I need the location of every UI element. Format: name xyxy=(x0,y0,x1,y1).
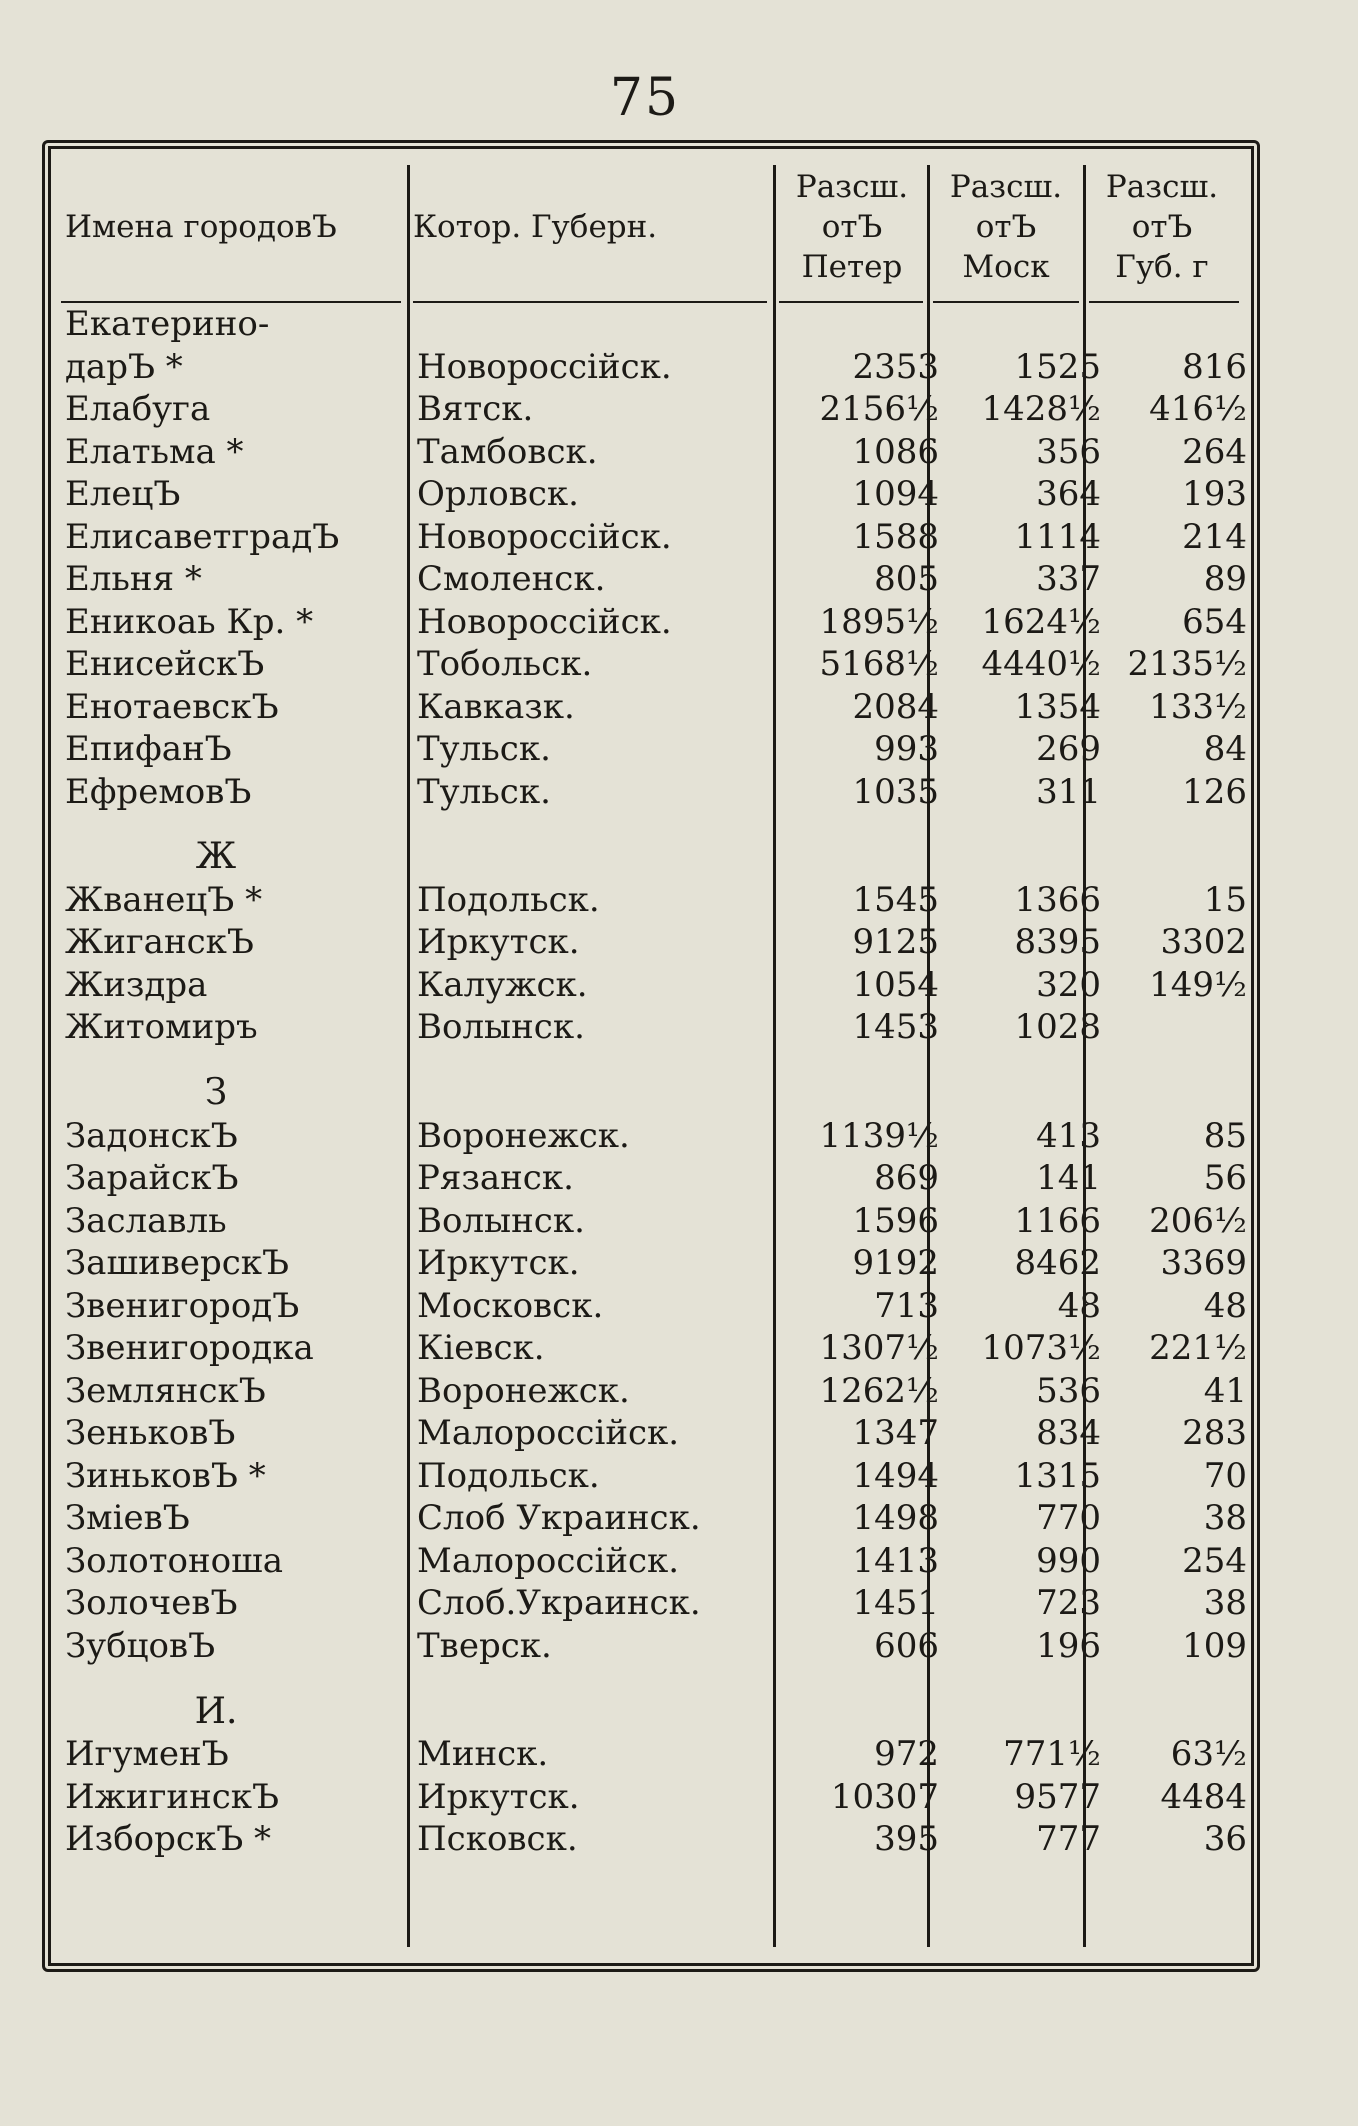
city-name: Елатьма * xyxy=(65,431,244,472)
header-line: отЪ xyxy=(975,209,1037,245)
distance-from-moscow: 1028 xyxy=(1014,1007,1101,1048)
city-name: ЗемлянскЪ xyxy=(65,1370,266,1411)
distance-from-moscow: 1114 xyxy=(1014,516,1101,557)
table-row xyxy=(51,1157,1251,1199)
distance-from-gub: 214 xyxy=(1182,516,1247,557)
distance-from-peter: 1086 xyxy=(852,431,939,472)
header-from-moscow xyxy=(931,167,1081,287)
table-row xyxy=(51,1285,1251,1327)
table-row xyxy=(51,921,1251,963)
city-name: ЗвенигородЪ xyxy=(65,1285,300,1326)
header-city: Имена городовЪ xyxy=(65,209,337,245)
table-row xyxy=(51,964,1251,1006)
city-name: ЖванецЪ * xyxy=(65,879,263,920)
header-line: Разсш. xyxy=(795,169,909,205)
table-row xyxy=(51,1115,1251,1157)
distance-from-gub: 109 xyxy=(1182,1625,1247,1666)
table-row xyxy=(51,1327,1251,1369)
table-row xyxy=(51,1497,1251,1539)
guberniya-name: Минск. xyxy=(417,1734,549,1775)
distance-from-peter: 2353 xyxy=(852,346,939,387)
distance-from-gub: 38 xyxy=(1203,1498,1247,1539)
distance-from-peter: 1035 xyxy=(852,771,939,812)
city-name: Заславль xyxy=(65,1200,227,1241)
guberniya-name: Малороссійск. xyxy=(417,1413,680,1454)
distance-from-moscow: 1073½ xyxy=(981,1328,1101,1369)
distance-from-gub: 4484 xyxy=(1160,1776,1247,1817)
distance-from-peter: 869 xyxy=(874,1158,939,1199)
guberniya-name: Тверск. xyxy=(417,1625,552,1666)
distance-from-gub: 221½ xyxy=(1149,1328,1247,1369)
city-name: Елабуга xyxy=(65,389,211,429)
city-name: Еникоаь Кр. * xyxy=(65,601,314,642)
city-name: ЕнисейскЪ xyxy=(65,644,265,684)
city-name: ЖиганскЪ xyxy=(65,922,254,963)
distance-from-moscow: 8462 xyxy=(1014,1243,1101,1284)
distance-from-moscow: 777 xyxy=(1036,1819,1101,1860)
distance-from-peter: 2084 xyxy=(852,686,939,727)
city-name: Звенигородка xyxy=(65,1328,314,1369)
header-line: Моск xyxy=(962,249,1050,285)
guberniya-name: Волынск. xyxy=(417,1200,585,1241)
distance-from-gub: 63½ xyxy=(1170,1734,1247,1775)
city-name: ЗиньковЪ * xyxy=(65,1455,266,1496)
table-row xyxy=(51,1242,1251,1284)
header-line: Разсш. xyxy=(949,169,1063,205)
city-name: дарЪ * xyxy=(65,346,183,387)
distance-from-peter: 1453 xyxy=(852,1007,939,1048)
distance-from-moscow: 723 xyxy=(1036,1583,1101,1624)
table-row xyxy=(51,1200,1251,1242)
table-row xyxy=(51,1370,1251,1412)
guberniya-name: Смоленск. xyxy=(417,559,606,599)
guberniya-name: Воронежск. xyxy=(417,1115,630,1156)
table-row xyxy=(51,346,1251,388)
distance-from-gub: 38 xyxy=(1203,1583,1247,1624)
distance-from-peter: 9125 xyxy=(852,922,939,963)
table-row xyxy=(51,1582,1251,1624)
distance-from-gub: 85 xyxy=(1203,1115,1247,1156)
guberniya-name: Вятск. xyxy=(417,389,534,429)
distance-from-moscow: 356 xyxy=(1036,431,1101,472)
section-letter: З xyxy=(204,1072,228,1114)
table-row xyxy=(51,879,1251,921)
guberniya-name: Тобольск. xyxy=(417,644,593,684)
city-name: ЕлисаветградЪ xyxy=(65,516,340,557)
city-name: ЕнотаевскЪ xyxy=(65,686,279,727)
table-row xyxy=(51,1455,1251,1497)
guberniya-name: Иркутск. xyxy=(417,1243,580,1284)
distance-from-gub: 416½ xyxy=(1149,389,1247,429)
distance-from-gub: 3302 xyxy=(1160,922,1247,963)
distance-from-peter: 1347 xyxy=(852,1413,939,1454)
distance-from-gub: 193 xyxy=(1182,474,1247,514)
table-row xyxy=(51,728,1251,770)
section-letter: Ж xyxy=(195,836,237,878)
distance-from-gub: 149½ xyxy=(1149,964,1247,1005)
distance-from-moscow: 9577 xyxy=(1014,1776,1101,1817)
distance-from-gub: 816 xyxy=(1182,346,1247,387)
guberniya-name: Волынск. xyxy=(417,1007,585,1048)
distance-from-moscow: 364 xyxy=(1036,474,1101,514)
table-row xyxy=(51,1540,1251,1582)
city-name: Жиздра xyxy=(65,964,208,1005)
city-name: ЗолочевЪ xyxy=(65,1583,238,1624)
guberniya-name: Псковск. xyxy=(417,1819,578,1860)
city-distance-table xyxy=(42,140,1260,1972)
distance-from-moscow: 8395 xyxy=(1014,922,1101,963)
distance-from-peter: 395 xyxy=(874,1819,939,1860)
header-from-gub xyxy=(1087,167,1237,287)
distance-from-moscow: 536 xyxy=(1036,1370,1101,1411)
guberniya-name: Иркутск. xyxy=(417,922,580,963)
table-row xyxy=(51,1412,1251,1454)
guberniya-name: Орловск. xyxy=(417,474,579,514)
guberniya-name: Подольск. xyxy=(417,1455,600,1496)
city-name: Житомиръ xyxy=(65,1007,258,1048)
header-line: отЪ xyxy=(821,209,883,245)
table-row xyxy=(51,516,1251,558)
guberniya-name: Тульск. xyxy=(417,729,551,769)
city-name: ЗеньковЪ xyxy=(65,1413,236,1454)
distance-from-gub: 84 xyxy=(1203,729,1247,769)
distance-from-peter: 1588 xyxy=(852,516,939,557)
distance-from-moscow: 1624½ xyxy=(981,601,1101,642)
distance-from-peter: 9192 xyxy=(852,1243,939,1284)
distance-from-moscow: 1166 xyxy=(1014,1200,1101,1241)
table-row xyxy=(51,388,1251,430)
section-letter: И. xyxy=(194,1690,238,1732)
distance-from-gub: 283 xyxy=(1182,1413,1247,1454)
guberniya-name: Малороссійск. xyxy=(417,1540,680,1581)
table-row xyxy=(51,686,1251,728)
distance-from-moscow: 1428½ xyxy=(981,389,1101,429)
distance-from-gub: 41 xyxy=(1203,1370,1247,1411)
city-name: Ельня * xyxy=(65,559,202,599)
guberniya-name: Подольск. xyxy=(417,879,600,920)
distance-from-peter: 1498 xyxy=(852,1498,939,1539)
guberniya-name: Рязанск. xyxy=(417,1158,574,1199)
page-number: 75 xyxy=(609,68,681,128)
header-line: Разсш. xyxy=(1105,169,1219,205)
city-name: ИгуменЪ xyxy=(65,1734,229,1775)
guberniya-name: Московск. xyxy=(417,1285,604,1326)
distance-from-gub: 254 xyxy=(1182,1540,1247,1581)
city-name: ЗадонскЪ xyxy=(65,1115,238,1156)
distance-from-peter: 606 xyxy=(874,1625,939,1666)
distance-from-moscow: 196 xyxy=(1036,1625,1101,1666)
guberniya-name: Тульск. xyxy=(417,771,551,812)
distance-from-peter: 2156½ xyxy=(819,389,939,429)
distance-from-gub: 654 xyxy=(1182,601,1247,642)
guberniya-name: Воронежск. xyxy=(417,1370,630,1411)
distance-from-moscow: 1525 xyxy=(1014,346,1101,387)
guberniya-name: Кіевск. xyxy=(417,1328,545,1369)
distance-from-gub: 264 xyxy=(1182,431,1247,472)
distance-from-moscow: 48 xyxy=(1057,1285,1101,1326)
city-name: ЕпифанЪ xyxy=(65,729,232,769)
table-row xyxy=(51,473,1251,515)
table-row xyxy=(51,558,1251,600)
distance-from-moscow: 834 xyxy=(1036,1413,1101,1454)
header-line: Петер xyxy=(801,249,903,285)
distance-from-peter: 1451 xyxy=(852,1583,939,1624)
distance-from-peter: 1494 xyxy=(852,1455,939,1496)
distance-from-peter: 1895½ xyxy=(819,601,939,642)
distance-from-peter: 1054 xyxy=(852,964,939,1005)
distance-from-moscow: 1315 xyxy=(1014,1455,1101,1496)
table-row xyxy=(51,303,1251,345)
table-row xyxy=(51,643,1251,685)
distance-from-gub: 36 xyxy=(1203,1819,1247,1860)
guberniya-name: Тамбовск. xyxy=(417,431,598,472)
distance-from-peter: 10307 xyxy=(830,1776,939,1817)
city-name: Екатерино- xyxy=(65,304,270,344)
table-row xyxy=(51,1006,1251,1048)
city-name: ИзборскЪ * xyxy=(65,1819,272,1860)
distance-from-peter: 972 xyxy=(874,1734,939,1775)
distance-from-peter: 993 xyxy=(874,729,939,769)
distance-from-gub: 70 xyxy=(1203,1455,1247,1496)
distance-from-moscow: 320 xyxy=(1036,964,1101,1005)
distance-from-moscow: 990 xyxy=(1036,1540,1101,1581)
guberniya-name: Новороссійск. xyxy=(417,346,672,387)
header-from-peter xyxy=(777,167,927,287)
city-name: ЗміевЪ xyxy=(65,1498,190,1539)
table-row xyxy=(51,1818,1251,1860)
guberniya-name: Кавказк. xyxy=(417,686,575,727)
distance-from-moscow: 141 xyxy=(1036,1158,1101,1199)
table-row xyxy=(51,1733,1251,1775)
table-row xyxy=(51,1625,1251,1667)
guberniya-name: Слоб Украинск. xyxy=(417,1498,701,1539)
table-row xyxy=(51,601,1251,643)
distance-from-moscow: 4440½ xyxy=(981,644,1101,684)
distance-from-moscow: 337 xyxy=(1036,559,1101,599)
city-name: ЗубцовЪ xyxy=(65,1625,216,1666)
distance-from-peter: 1139½ xyxy=(819,1115,939,1156)
distance-from-gub: 126 xyxy=(1182,771,1247,812)
distance-from-moscow: 771½ xyxy=(1003,1734,1101,1775)
distance-from-moscow: 1354 xyxy=(1014,686,1101,727)
distance-from-gub: 48 xyxy=(1203,1285,1247,1326)
distance-from-moscow: 1366 xyxy=(1014,879,1101,920)
city-name: ЕфремовЪ xyxy=(65,771,252,812)
distance-from-gub: 15 xyxy=(1203,879,1247,920)
distance-from-moscow: 770 xyxy=(1036,1498,1101,1539)
distance-from-peter: 1307½ xyxy=(819,1328,939,1369)
guberniya-name: Иркутск. xyxy=(417,1776,580,1817)
header-line: Губ. г xyxy=(1115,249,1209,285)
distance-from-peter: 5168½ xyxy=(819,644,939,684)
city-name: ЗарайскЪ xyxy=(65,1158,239,1199)
city-name: ЕлецЪ xyxy=(65,474,181,514)
guberniya-name: Новороссійск. xyxy=(417,516,672,557)
city-name: ИжигинскЪ xyxy=(65,1776,280,1817)
distance-from-gub: 206½ xyxy=(1149,1200,1247,1241)
city-name: ЗашиверскЪ xyxy=(65,1243,290,1284)
distance-from-peter: 1545 xyxy=(852,879,939,920)
distance-from-peter: 713 xyxy=(874,1285,939,1326)
distance-from-moscow: 269 xyxy=(1036,729,1101,769)
distance-from-gub: 133½ xyxy=(1149,686,1247,727)
header-guberniya: Котор. Губерн. xyxy=(413,209,658,245)
distance-from-gub: 2135½ xyxy=(1127,644,1247,684)
guberniya-name: Слоб.Украинск. xyxy=(417,1583,701,1624)
distance-from-peter: 805 xyxy=(874,559,939,599)
distance-from-gub: 56 xyxy=(1203,1158,1247,1199)
distance-from-moscow: 413 xyxy=(1036,1115,1101,1156)
table-row xyxy=(51,771,1251,813)
table-row xyxy=(51,431,1251,473)
guberniya-name: Калужск. xyxy=(417,964,588,1005)
distance-from-peter: 1413 xyxy=(852,1540,939,1581)
distance-from-moscow: 311 xyxy=(1036,771,1101,812)
city-name: Золотоноша xyxy=(65,1540,284,1581)
distance-from-peter: 1262½ xyxy=(819,1370,939,1411)
distance-from-peter: 1596 xyxy=(852,1200,939,1241)
guberniya-name: Новороссійск. xyxy=(417,601,672,642)
distance-from-peter: 1094 xyxy=(852,474,939,514)
distance-from-gub: 89 xyxy=(1203,559,1247,599)
header-line: отЪ xyxy=(1131,209,1193,245)
distance-from-gub: 3369 xyxy=(1160,1243,1247,1284)
table-row xyxy=(51,1776,1251,1818)
